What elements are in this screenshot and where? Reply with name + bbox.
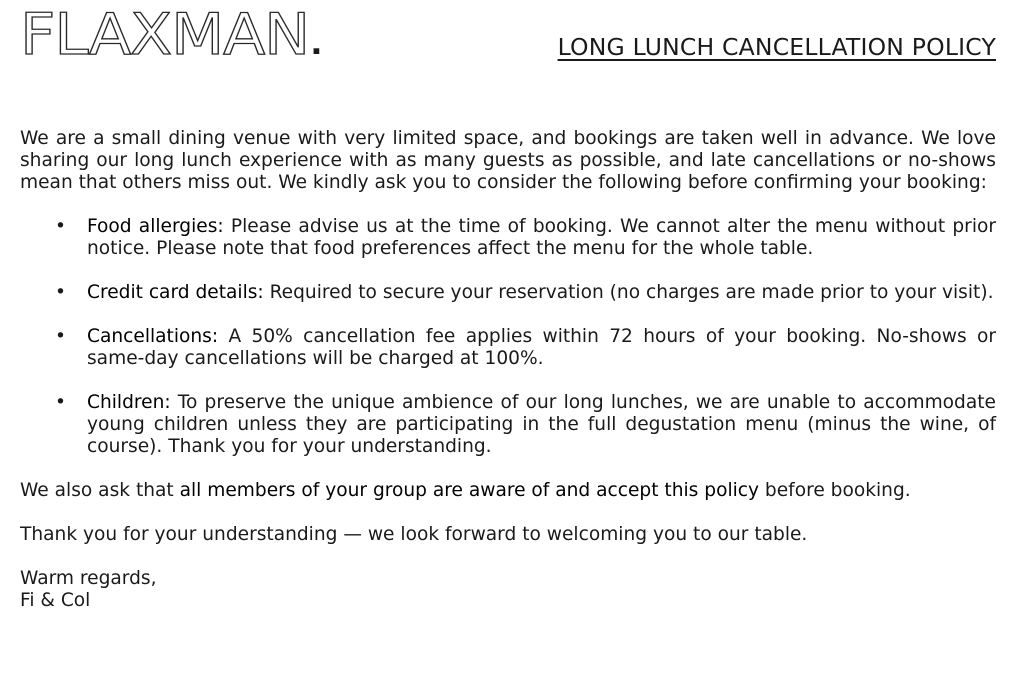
policy-text: A 50% cancellation fee applies within 72 hours of your booking. No-shows or same-day cancellations will be charged at 100%. (87, 326, 996, 369)
flaxman-logo (20, 2, 322, 74)
policy-item-children (20, 392, 996, 458)
policy-item-cancellations (20, 326, 996, 370)
logo-wordmark: FLAXMAN (20, 2, 310, 68)
bullet-icon: • (55, 216, 66, 237)
bullet-icon: • (55, 282, 66, 303)
group-notice-after: before booking. (759, 480, 911, 501)
group-notice-before: We also ask that (20, 480, 180, 501)
thanks-paragraph: Thank you for your understanding — we look forward to welcoming you to our table. (20, 524, 808, 545)
bullet-icon: • (55, 326, 66, 347)
group-notice-paragraph (20, 480, 996, 502)
bullet-icon: • (55, 392, 66, 413)
page-title: LONG LUNCH CANCELLATION POLICY (557, 33, 996, 61)
policy-list (20, 216, 996, 458)
policy-text: Please advise us at the time of booking. We cannot alter the menu without prior notice. Please note that food preferences affect the menu for the whole table. (87, 216, 997, 259)
policy-body (20, 128, 996, 612)
policy-item-food-allergies (20, 216, 996, 260)
policy-text: Required to secure your reservation (no charges are made prior to your visit). (263, 282, 994, 303)
policy-text: To preserve the unique ambience of our long lunches, we are unable to accommodate young children unless they are participating in the full degustation menu (minus the wine, of course). Thank you for your understanding. (87, 392, 996, 457)
policy-label: Credit card details: (87, 282, 264, 303)
policy-item-credit-card (20, 282, 996, 304)
group-notice-emphasis: all members of your group are aware of and accept this policy (179, 480, 760, 501)
logo-dot: . (310, 27, 322, 62)
signoff-names: Fi & Col (20, 590, 91, 611)
policy-label: Cancellations: (87, 326, 219, 347)
intro-paragraph: We are a small dining venue with very limited space, and bookings are taken well in advance. We love sharing our long lunch experience with as many guests as possible, and late cancellations or no-shows mean that others miss out. We kindly ask you to consider the following before confirming your booking: (20, 128, 996, 193)
signoff-regards: Warm regards, (20, 568, 157, 589)
policy-label: Children: (87, 392, 171, 413)
policy-label: Food allergies: (87, 216, 224, 237)
